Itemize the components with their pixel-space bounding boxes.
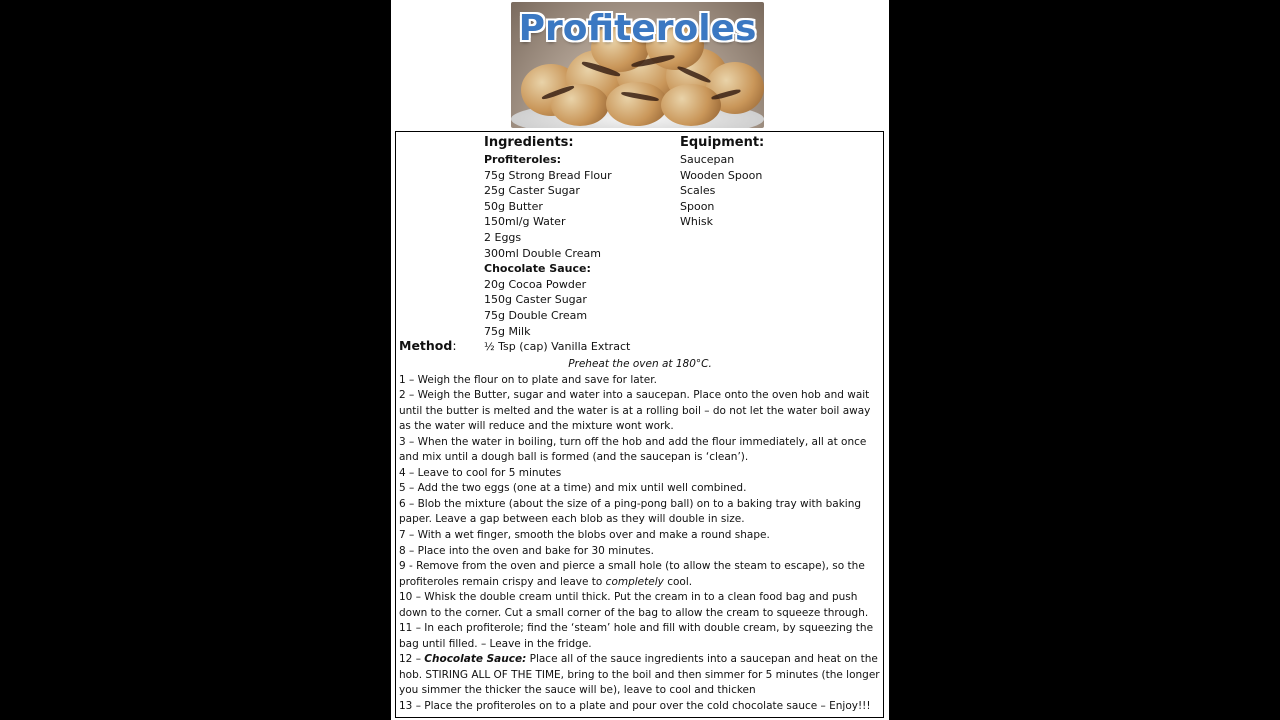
method-heading: Method [399, 338, 453, 353]
banner-title: Profiteroles [518, 8, 757, 49]
equipment-item: Saucepan [680, 153, 735, 166]
profiteroles-banner-image [511, 2, 764, 128]
method-step: 10 – Whisk the double cream until thick. Put the cream in to a clean food bag and push down to the corner. Cut a small corner of the bag to allow the cream to squeeze through. [399, 591, 869, 619]
sauce-subheading: Chocolate Sauce: [484, 262, 591, 276]
ingredient-item: 300ml Double Cream [484, 246, 601, 260]
sauce-item: 20g Cocoa Powder [484, 277, 587, 291]
ingredient-item: 75g Strong Bread Flour [484, 168, 612, 182]
sauce-item: 150g Caster Sugar [484, 293, 587, 307]
ingredient-item: 2 Eggs [484, 230, 522, 244]
profiteroles-subheading: Profiteroles: [484, 153, 562, 166]
ingredients-heading: Ingredients: [484, 135, 574, 150]
equipment-item: Scales [680, 184, 716, 198]
method-step: 6 – Blob the mixture (about the size of a ping-pong ball) on to a baking tray with baking paper. Leave a gap between each blob as they will double in size. [399, 497, 862, 526]
equipment-item: Wooden Spoon [680, 168, 763, 182]
method-step: 5 – Add the two eggs (one at a time) and mix until well combined. [399, 482, 747, 495]
sauce-item: 75g Double Cream [484, 308, 588, 322]
step12-emphasis: Chocolate Sauce: [424, 653, 527, 666]
step12-text-b: Place all of the sauce ingredients into a saucepan and heat on the hob. STIRING ALL OF THE TIME, bring to the boil and then simmer for 5 minutes (the longer you simmer the thicker the sauce will be), leave to cool and thicken [399, 653, 880, 697]
equipment-item: Spoon [680, 199, 715, 213]
method-step-12 [399, 652, 881, 699]
method-step: 11 – In each profiterole; find the ‘steam’ hole and fill with double cream, by squeezing the bag until filled. – Leave in the fridge. [399, 622, 874, 650]
method-step: 8 – Place into the oven and bake for 30 minutes. [399, 544, 654, 557]
method-step: 2 – Weigh the Butter, sugar and water into a saucepan. Place onto the oven hob and wait until the butter is melted and the water is at a rolling boil – do not let the water boil away as the water will reduce and the mixture wont work. [399, 389, 871, 433]
method-step: 7 – With a wet finger, smooth the blobs over and make a round shape. [399, 529, 770, 542]
step9-text-a: 9 - Remove from the oven and pierce a small hole (to allow the steam to escape), so the profiteroles remain crispy and leave to [399, 560, 865, 588]
ingredient-item: 25g Caster Sugar [484, 184, 580, 198]
step9-emphasis: completely [605, 575, 664, 588]
sauce-item: ½ Tsp (cap) Vanilla Extract [484, 340, 631, 354]
method-step: 1 – Weigh the flour on to plate and save for later. [399, 373, 657, 386]
method-label [399, 338, 457, 353]
method-colon: : [452, 338, 457, 353]
ingredients-column [484, 134, 674, 355]
equipment-heading: Equipment: [680, 135, 765, 150]
recipe-page [391, 0, 889, 720]
equipment-item: Whisk [680, 215, 714, 229]
equipment-column [680, 134, 870, 230]
method-steps [399, 357, 881, 715]
preheat-note: Preheat the oven at 180°C. [568, 358, 712, 370]
method-step: 4 – Leave to cool for 5 minutes [399, 466, 562, 479]
ingredient-item: 150ml/g Water [484, 215, 566, 229]
step9-text-b: cool. [663, 575, 693, 588]
method-step: 13 – Place the profiteroles on to a plate and pour over the cold chocolate sauce – Enjoy!!! [399, 700, 871, 713]
sauce-item: 75g Milk [484, 324, 531, 338]
ingredient-item: 50g Butter [484, 199, 543, 213]
method-step: 3 – When the water in boiling, turn off the hob and add the flour immediately, all at once and mix until a dough ball is formed (and the saucepan is ‘clean’). [399, 435, 867, 464]
method-step-9 [399, 559, 881, 590]
recipe-box [395, 131, 884, 718]
step12-text-a: 12 – [399, 653, 425, 666]
